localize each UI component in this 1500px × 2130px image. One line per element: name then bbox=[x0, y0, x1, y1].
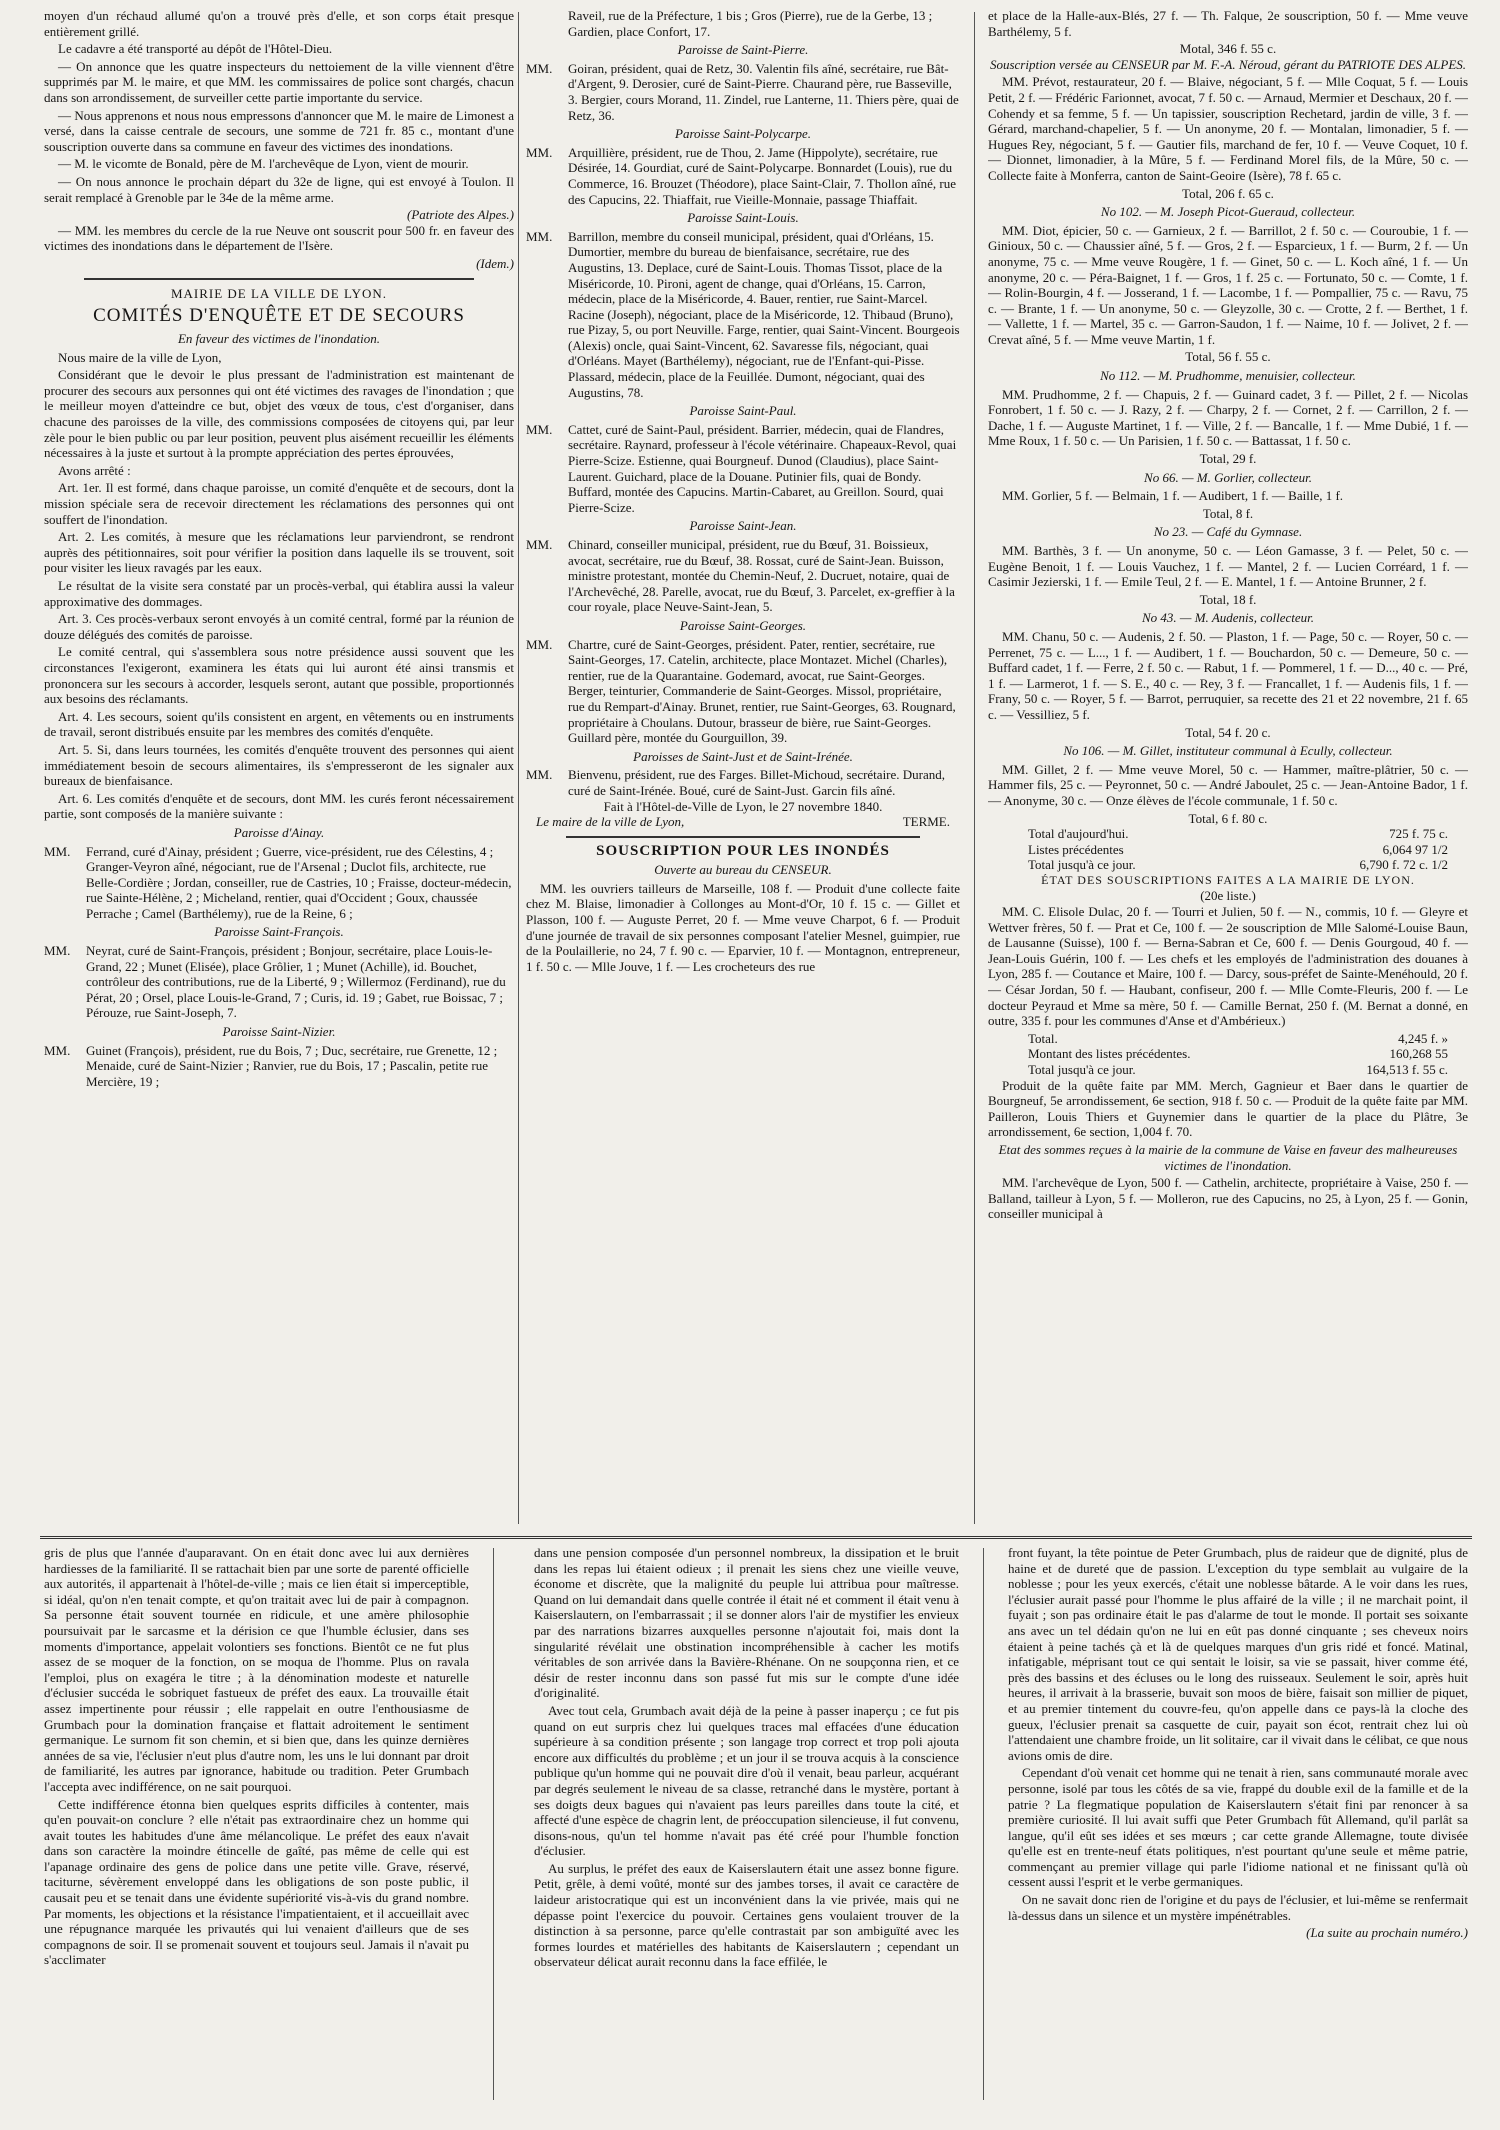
member-names: Chartre, curé de Saint-Georges, président. Pater, rentier, secrétaire, rue Saint-Georges, 17. Catelin, architecte, place Montazet. Michel (Charles), rentier, rue de la Quarantaine. Godemard, avocat, rue Saint-Georges. Berger, teinturier, Commanderie de Saint-Georges. Missol, propriétaire, rue du Rempart-d'Ainay. Brunet, rentier, rue Saint-Georges, 63. Rougnard, propriétaire à Choulans. Dutour, brasseur de bière, rue Saint-Georges. Guillard père, montée du Gourguillon, 39. bbox=[568, 636, 956, 746]
subscription-heading: Souscription versée au CENSEUR par M. F.-A. Néroud, gérant du PATRIOTE DES ALPES. bbox=[989, 56, 1467, 72]
paragraph: MM. Prudhomme, 2 f. — Chapuis, 2 f. — Guinard cadet, 3 f. — Pillet, 2 f. — Nicolas Fonrobert, 1 f. 50 c. — J. Razy, 2 f. — Charpy, 2 f. — Cornet, 2 f. — Carrillon, 2 f. — Dache, 1 f. — Auguste Martinet, 1 f. — Ville, 2 f. — Bancalle, 1 f. — Mme Dubié, 1 f. — Mme Roux, 1 f. 50 c. — Un Parisien, 1 f. 50 c. — Battassat, 1 f. 50 c. bbox=[988, 386, 1468, 449]
mm-label: MM. bbox=[526, 636, 553, 652]
decree-date: Fait à l'Hôtel-de-Ville de Lyon, le 27 novembre 1840. bbox=[603, 798, 883, 814]
subscription-subtitle: Ouverte au bureau du CENSEUR. bbox=[654, 862, 832, 878]
total-label: Montant des listes précédentes. bbox=[1028, 1046, 1191, 1062]
total-row bbox=[988, 1062, 1468, 1078]
collector-heading: No 66. — M. Gorlier, collecteur. bbox=[1144, 469, 1312, 485]
member-names: Ferrand, curé d'Ainay, président ; Guerre, vice-président, rue des Célestins, 4 ; Granger-Veyron aîné, négociant, rue de l'Arsenal ; Duclot fils, architecte, rue Belle-Cordière ; Jordan, conseiller, rue de Castries, 10 ; Fraisse, docteur-médecin, rue Sainte-Hélène, 2 ; Micheland, rentier, quai d'Occident ; Goux, chaussée Perrache ; Camel (Barthélemy), rue de la Reine, 6 ; bbox=[86, 843, 512, 921]
list-number: (20e liste.) bbox=[1200, 888, 1256, 904]
paragraph: Avec tout cela, Grumbach avait déjà de la peine à passer inaperçu ; ce fut pis quand on eut surpris chez lui quelques traces mal effacées d'une éducation supérieure à sa condition présente ; son langage trop correct et trop poli ajouta encore aux difficultés du problème ; et un jour il se trouva acquis à la conscience publique qu'un homme qui ne pouvait dire d'où il venait, beau parleur, acquérant par degrés seulement le niveau de sa classe, retranché dans le mystère, portant à ses doigts deux bagues qui n'avaient pas leurs pareilles dans toute la cité, et affecté d'une espèce de chagrin lent, de préoccupation silencieuse, il fut convenu, disons-nous, qu'un tel homme n'avait pas été créé pour l'humble fonction d'éclusier. bbox=[534, 1702, 959, 1859]
paragraph: dans une pension composée d'un personnel nombreux, la dissipation et le bruit dans les repas lui étaient odieux ; il prenait les siens chez une vieille veuve, économe et discrète, que la malignité du peuple lui attribua pour maîtresse. Quand on lui demandait dans quelle contrée il était né et comment il était venu à Kaiserslautern, on l'embarrassait ; il se donner alors l'air de mystifier les envieux par des narrations bizarres auxquelles personne n'ajoutait foi, mais dont la singularité révélait une obstination incompréhensible à cacher les motifs véritables de son arrivée dans la Bavière-Rhénane. On ne soupçonna rien, et ce désir de rester inconnu dans son passé fut mis sur le compte d'une idée d'originalité. bbox=[534, 1545, 959, 1701]
total-value: 725 f. 75 c. bbox=[1389, 826, 1448, 842]
paragraph: MM. Diot, épicier, 50 c. — Garnieux, 2 f. — Barrillot, 2 f. 50 c. — Couroubie, 1 f. — Ginioux, 50 c. — Chaussier aîné, 5 f. — Gros, 2 f. — Esparcieux, 1 f. — Burm, 2 f. — Un anonyme, 75 c. — Mme veuve Rougère, 1 f. — Ginet, 50 c. — L. Koch aîné, 1 f. — Un anonyme, 20 c. — Péra-Baignet, 1 f. — Gros, 1 f. 25 c. — Fortunato, 50 c. — Comte, 1 f. — Rolin-Bourgin, 4 f. — Josserand, 1 f. — Lacombe, 1 f. — Pompallier, 75 c. — Ravu, 75 c. — Brante, 1 f. — Un anonyme, 50 c. — Gleyzolle, 30 c. — Crotte, 2 f. — Berthet, 1 f. — Vallette, 1 f. — Martel, 35 c. — Garron-Saudon, 1 f. — Naime, 10 f. — Jolivet, 2 f. — Crevat aîné, 5 f. — Mme veuve Martin, 1 f. bbox=[988, 222, 1468, 347]
column-3 bbox=[988, 8, 1468, 1530]
paragraph: — On annonce que les quatre inspecteurs du nettoiement de la ville viennent d'être supprimés par M. le maire, et que MM. les commissaires de police sont chargés, chacun dans son arrondissement, de surveiller cette partie importante du service. bbox=[44, 58, 514, 105]
total-line: Total, 206 f. 65 c. bbox=[1182, 185, 1274, 201]
mm-label: MM. bbox=[526, 60, 553, 76]
source-credit: (Patriote des Alpes.) bbox=[407, 207, 514, 223]
total-line: Motal, 346 f. 55 c. bbox=[1179, 41, 1277, 57]
separator bbox=[566, 836, 920, 838]
paragraph: MM. C. Elisole Dulac, 20 f. — Tourri et Julien, 50 f. — N., commis, 10 f. — Gleyre et Wettver frères, 50 f. — Prat et Ce, 100 f. — 2e souscription de Mlle Salomé-Louise Baun, de Lausanne (Suisse), 100 f. — Berna-Sabran et Ce, 600 f. — Denis Gourgoud, 40 f. — Jean-Louis Guérin, 100 f. — Les chefs et les employés de l'administration des douanes à Lyon, 285 f. — Coutance et Maire, 100 f. — Darcy, sous-préfet de Sainte-Menéhould, 20 f. — César Jordan, 50 f. — Haubant, confiseur, 200 f. — Mlle Comte-Fleuris, 200 f. — Le docteur Peyraud et Mme sa mère, 50 f. — Camille Bernat, 250 f. (M. Bernat a donné, en outre, 335 f. pour les communes d'Anse et d'Ambérieux.) bbox=[988, 904, 1468, 1029]
collector-heading: No 102. — M. Joseph Picot-Gueraud, collecteur. bbox=[1100, 204, 1356, 220]
subscription-heading: Etat des sommes reçues à la mairie de la commune de Vaise en faveur des malheureuses victimes de l'inondation. bbox=[998, 1141, 1458, 1173]
paragraph: gris de plus que l'année d'auparavant. On en était donc avec lui aux dernières hardiesses de la familiarité. Il se rattachait bien par une sorte de parenté officielle aux autorités, il appartenait à l'hôtel-de-ville ; mais ce lien était si imperceptible, si idéal, qu'on n'en tenait compte, et qu'on traitait avec lui de pair à compagnon. Sa personne était souvent tournée en ridicule, et une amère philosophie poursuivait par le sarcasme et la dérision ce que l'humble éclusier, dans ses moments d'importance, appelait volontiers ses fonctions. Bientôt ce ne fut plus assez de se moquer de la fonction, on se moqua de l'homme. Plus on ravala l'emploi, plus on exagéra le titre ; à la dénomination modeste et naturelle d'éclusier succéda le sobriquet fastueux de préfet des eaux. La trouvaille était assez impertinente pour réussir ; elle rappelait en outre l'enthousiasme de Grumbach pour la domination française et flattait adroitement le sentiment germanique. Le surnom fit son chemin, et si bien que, dans les quinze dernières années de sa vie, l'éclusier n'eut plus d'autre nom, les uns le lui donnant par droit de familiarité, les autres par ignorance, habitude ou tradition. Peter Grumbach l'accepta avec indifférence, on ne sait pourquoi. bbox=[44, 1545, 469, 1794]
article-6: Art. 6. Les comités d'enquête et de secours, dont MM. les curés feront nécessairement partie, sont composés de la manière suivante : bbox=[44, 790, 514, 822]
mm-label: MM. bbox=[526, 228, 553, 244]
total-row bbox=[988, 842, 1468, 858]
article-1: Art. 1er. Il est formé, dans chaque paroisse, un comité d'enquête et de secours, dont la mission spéciale sera de recevoir directement les réclamations des personnes qui ont souffert de l'inondation. bbox=[44, 480, 514, 527]
mayor-label: Le maire de la ville de Lyon, bbox=[536, 814, 685, 830]
mm-label: MM. bbox=[44, 943, 71, 959]
mm-label: MM. bbox=[526, 421, 553, 437]
collector-heading: No 43. — M. Audenis, collecteur. bbox=[1142, 610, 1314, 626]
member-list bbox=[526, 422, 960, 516]
member-names: Bienvenu, président, rue des Farges. Billet-Michoud, secrétaire. Durand, curé de Saint-Irénée. Boué, curé de Saint-Just. Garcin fils aîné. bbox=[568, 767, 946, 798]
total-label: Total jusqu'à ce jour. bbox=[1028, 1062, 1136, 1077]
parish-heading: Paroisses de Saint-Just et de Saint-Irénée. bbox=[633, 748, 853, 764]
mm-label: MM. bbox=[526, 537, 553, 552]
paragraph: — MM. les membres du cercle de la rue Neuve ont souscrit pour 500 fr. en faveur des victimes des inondations dans le département de l'Isère. bbox=[44, 222, 514, 254]
member-list bbox=[526, 537, 960, 615]
paragraph: MM. Barthès, 3 f. — Un anonyme, 50 c. — Léon Gamasse, 3 f. — Pelet, 50 c. — Eugène Benoit, 1 f. — Louis Vauchez, 1 f. — Mantel, 2 f. — Lucien Corréard, 1 f. — Casimir Jezierski, 1 f. — Emile Teul, 2 f. — E. Mantel, 1 f. — Antoine Brunner, 2 f. bbox=[988, 543, 1468, 590]
total-value: 164,513 f. 55 c. bbox=[1366, 1062, 1448, 1077]
paragraph: moyen d'un réchaud allumé qu'on a trouvé près d'elle, et son corps était presque entièrement grillé. bbox=[44, 8, 514, 39]
parish-heading: Paroisse Saint-Jean. bbox=[689, 518, 797, 534]
member-names: Raveil, rue de la Préfecture, 1 bis ; Gros (Pierre), rue de la Gerbe, 13 ; Gardien, place Confort, 17. bbox=[568, 8, 933, 39]
column-rule bbox=[518, 12, 519, 1524]
member-list bbox=[44, 1043, 514, 1090]
member-names: Cattet, curé de Saint-Paul, président. Barrier, médecin, quai de Flandres, secrétaire. Raynard, professeur à l'école vétérinaire. Chapeaux-Revol, quai Pierre-Scize. Estienne, quai Bourgneuf. Dunod (Claudius), place Saint-Laurent. Guichard, place de la Douane. Putinier fils, quai de Bondy. Buffard, montée des Capucins. Martin-Cabaret, au Greillon. Sourd, quai Pierre-Scize. bbox=[568, 421, 957, 515]
paragraph: Nous maire de la ville de Lyon, bbox=[58, 349, 222, 365]
parish-heading: Paroisse Saint-Louis. bbox=[687, 210, 799, 226]
paragraph: MM. Prévot, restaurateur, 20 f. — Blaive, négociant, 5 f. — Mlle Coquat, 5 f. — Louis Petit, 2 f. — Frédéric Farionnet, avocat, 7 f. 50 c. — Arnaud, Mermier et Deschaux, 20 f. — Cohendy et sa femme, 5 f. — Un tapissier, souscription Rechetard, jardin de ville, 3 f. — Gérard, marchand-chapelier, 5 f. — Un anonyme, 20 f. — Montalan, limonadier, 5 f. — Hugues Rey, négociant, 5 f. — Gautier fils, marchand de fer, 10 f. — Veuve Coquet, 10 f. — Dionnet, limonadier, à la Mûre, 5 f. — Ferdinand Morel fils, de la Mûre, 50 c. — Collecte faite à Monferra, canton de Saint-Geoire (Isère), 78 f. 65 c. bbox=[988, 74, 1468, 183]
paragraph: — Nous apprenons et nous nous empressons d'annoncer que M. le maire de Limonest a versé, dans la caisse centrale de secours, une somme de 721 fr. 85 c., montant d'une souscription ouverte dans sa commune en faveur des victimes des inondations. bbox=[44, 107, 514, 154]
feuilleton-column-2 bbox=[534, 1545, 959, 2105]
article-5: Art. 5. Si, dans leurs tournées, les comités d'enquête trouvent des personnes qui aient immédiatement besoin de secours alimentaires, ils s'empresseront de les signaler aux bureaux de bienfaisance. bbox=[44, 741, 514, 789]
subscription-title: SOUSCRIPTION POUR LES INONDÉS bbox=[596, 842, 890, 859]
column-1 bbox=[44, 8, 514, 1530]
total-row bbox=[988, 1031, 1468, 1047]
total-value: 160,268 55 bbox=[1389, 1046, 1448, 1062]
member-list bbox=[526, 229, 960, 401]
paragraph: MM. l'archevêque de Lyon, 500 f. — Cathelin, architecte, propriétaire à Vaise, 250 f. — Balland, tailleur à Lyon, 5 f. — Molleron, rue des Capucins, no 25, à Lyon, 25 f. — Gonin, conseiller municipal à bbox=[988, 1175, 1468, 1222]
feuilleton-rule bbox=[40, 1536, 1472, 1539]
member-list bbox=[44, 844, 514, 922]
paragraph: Le comité central, qui s'assemblera sous notre présidence aussi souvent que les circonstances l'exigeront, examinera les états qui lui auront été ainsi transmis et prononcera sur les secours à accorder, lesquels seront, autant que possible, proportionnés aux besoins des réclamants. bbox=[44, 644, 514, 707]
member-list bbox=[44, 943, 514, 1021]
mm-label: MM. bbox=[44, 843, 71, 859]
column-rule bbox=[974, 12, 975, 1524]
article-3: Art. 3. Ces procès-verbaux seront envoyés à un comité central, formé par la réunion de douze délégués des comités de paroisse. bbox=[44, 611, 514, 642]
total-line: Total, 29 f. bbox=[1199, 451, 1257, 467]
mayor-name: TERME. bbox=[902, 814, 950, 830]
total-value: 4,245 f. » bbox=[1398, 1030, 1448, 1046]
mm-label: MM. bbox=[526, 144, 553, 160]
feuilleton-column-3 bbox=[1008, 1545, 1468, 2105]
member-list bbox=[526, 61, 960, 123]
section-subtitle: En faveur des victimes de l'inondation. bbox=[177, 331, 381, 347]
section-header: MAIRIE DE LA VILLE DE LYON. bbox=[170, 285, 388, 301]
paragraph: MM. Gorlier, 5 f. — Belmain, 1 f. — Audibert, 1 f. — Baille, 1 f. bbox=[1002, 488, 1344, 504]
collector-heading: No 112. — M. Prudhomme, menuisier, collecteur. bbox=[1100, 368, 1356, 384]
paragraph: On ne savait donc rien de l'origine et du pays de l'éclusier, et lui-même se renfermait là-dessus dans un silence et un mystère impénétrables. bbox=[1008, 1892, 1468, 1923]
continued-note: (La suite au prochain numéro.) bbox=[1306, 1925, 1468, 1941]
paragraph: MM. Chanu, 50 c. — Audenis, 2 f. 50. — Plaston, 1 f. — Page, 50 c. — Royer, 50 c. — Perrenet, 75 c. — L..., 1 f. — Audibert, 1 f. — Bouchardon, 50 c. — Demeure, 50 c. — Buffard cadet, 1 f. — Ferre, 2 f. 50 c. — Rabut, 1 f. — Pommerel, 1 f. — D..., 40 c. — Pré, 1 f. — Larmerot, 1 f. — S. E., 40 c. — Rey, 3 f. — Francallet, 1 f. — Audenis fils, 1 f. — Frany, 50 c. — Royer, 5 f. — Barrot, perruquier, sa recette des 21 et 22 novembre, 21 f. 65 c. — Vessilliez, 5 f. bbox=[988, 628, 1468, 722]
parish-heading: Paroisse Saint-Nizier. bbox=[222, 1024, 336, 1040]
total-line: Total, 6 f. 80 c. bbox=[1188, 810, 1268, 826]
mm-label: MM. bbox=[526, 767, 553, 783]
total-label: Total d'aujourd'hui. bbox=[1028, 826, 1129, 842]
separator bbox=[84, 278, 474, 280]
total-line: Total, 54 f. 20 c. bbox=[1185, 724, 1271, 740]
parish-heading: Paroisse Saint-Polycarpe. bbox=[675, 126, 811, 142]
collector-heading: No 106. — M. Gillet, instituteur communal à Ecully, collecteur. bbox=[1063, 743, 1393, 759]
paragraph: — M. le vicomte de Bonald, père de M. l'archevêque de Lyon, vient de mourir. bbox=[58, 156, 469, 172]
parish-heading: Paroisse Saint-Georges. bbox=[679, 617, 807, 633]
paragraph: Produit de la quête faite par MM. Merch, Gagnieur et Baer dans le quartier de Bourgneuf, 5e arrondissement, 6e section, 918 f. 50 c. — Produit de la quête faite par MM. Pailleron, Louis Thiers et Guynemier dans le quartier de la place du Plâtre, 3e arrondissement, 6e section, 1,004 f. 70. bbox=[988, 1077, 1468, 1140]
parish-heading: Paroisse de Saint-Pierre. bbox=[677, 42, 809, 58]
section-title: COMITÉS D'ENQUÊTE ET DE SECOURS bbox=[93, 305, 465, 327]
paragraph: Cette indifférence étonna bien quelques esprits difficiles à contenter, mais qu'en pouvait-on conclure ? elle n'était pas extraordinaire chez un homme qui avait toutes les habitudes d'une âme mélancolique. Le préfet des eaux n'avait dans son caractère la moindre étincelle de gaîté, pas même de celle qui est l'apanage ordinaire des gens de police dans une petite ville. Grave, réservé, taciturne, sévèrement enveloppé dans les obligations de son poste public, il causait peu et se tenait dans une évidente supériorité vis-à-vis du grand nombre. Par moments, les objections et la résistance l'impatientaient, et il accueillait avec une répugnance marquée les privautés qui lui venaient d'ailleurs que de ses compagnons de soir. Il se promenait souvent et toujours seul. Jamais il n'avait pu s'acclimater bbox=[44, 1796, 469, 1968]
feuilleton-column-1 bbox=[44, 1545, 469, 2105]
paragraph: et place de la Halle-aux-Blés, 27 f. — Th. Falque, 2e souscription, 50 f. — Mme veuve Barthélemy, 5 f. bbox=[988, 8, 1468, 39]
parish-heading: Paroisse Saint-Paul. bbox=[689, 403, 797, 419]
total-row bbox=[988, 857, 1468, 873]
total-label: Total. bbox=[1028, 1030, 1058, 1046]
total-line: Total, 56 f. 55 c. bbox=[1185, 349, 1271, 365]
member-names: Barrillon, membre du conseil municipal, président, quai d'Orléans, 15. Dumortier, membre du bureau de bienfaisance, secrétaire, rue des Augustins, 13. Deplace, curé de Saint-Louis. Thomas Tissot, place de la Miséricorde, 10. Pironi, agent de change, quai d'Orléans, 15. Carron, médecin, place de la Miséricorde, 4. Bauer, rentier, rue Saint-Marcel. Racine (Joseph), négociant, place de la Miséricorde, 12. Thibaud (Bruno), rue Pizay, 5, ou port Neuville. Farge, rentier, quai Saint-Vincent. Bourgeois (Alexis) oncle, quai Saint-Vincent, 62. Savaresse fils, négociant, quai d'Orléans. Mayet (Barthélemy), négociant, rue de l'Enfant-qui-Pisse. Plassard, médecin, place de la Feuillée. Dumont, négociant, quai des Augustins, 78. bbox=[568, 228, 960, 400]
paragraph: front fuyant, la tête pointue de Peter Grumbach, plus de raideur que de dignité, plus de haine et de dureté que de passion. L'exception du type semblait au vulgaire de la noblesse ; pour les yeux exercés, c'était une noblesse bâtarde. A le voir dans les rues, l'éclusier aurait passé pour l'homme le plus affairé de la ville ; il ne marchait point, il fuyait ; son pas ordinaire était le pas d'alarme de tout le monde. Il portait ses soixante ans avec un tel dédain qu'on ne lui en eût pas donné cinquante ; ses cheveux noirs étaient à peine tachés çà et là de quelques marques d'un gris ridé et foncé. Matinal, infatigable, méprisant tout ce qui sentait le loisir, sa vie se passait, hiver comme été, près des bassins et des écluses ou le long des ruisseaux. Seulement le soir, après huit heures, il arrivait à la brasserie, buvait son moos de bière, faisait son millier de piquet, et au premier tintement du couvre-feu, qu'on appelle dans ce pays-là la cloche des gueux, l'éclusier prenait sa casquette de cuir, payait son écot, rentrait chez lui où l'attendaient une chambre froide, un lit solitaire, car il vivait dans le célibat, ce que nous avions omis de dire. bbox=[1008, 1545, 1468, 1763]
member-names: Chinard, conseiller municipal, président, rue du Bœuf, 31. Boissieux, avocat, secrétaire, rue du Bœuf, 38. Rossat, curé de Saint-Jean. Buisson, ministre protestant, montée du Chemin-Neuf, 2. Ducruet, notaire, quai de l'Archevêché, 28. Parelle, avocat, rue du Bœuf, 3. Parcelet, ex-greffier à la cour royale, place Neuve-Saint-Jean, 5. bbox=[568, 537, 955, 615]
member-list bbox=[526, 8, 960, 39]
member-names: Neyrat, curé de Saint-François, président ; Bonjour, secrétaire, place Louis-le-Grand, 22 ; Munet (Elisée), place Grôlier, 1 ; Munet (Achille), id. Bouchet, contrôleur des contributions, rue de la Liberté, 9 ; Willermoz (Ferdinand), rue du Pérat, 20 ; Orsel, place Louis-le-Grand, 7 ; Curis, id. 19 ; Gabet, rue Boissac, 7 ; Pérouze, rue Saint-Joseph, 7. bbox=[86, 943, 506, 1021]
total-line: Total, 18 f. bbox=[1199, 591, 1257, 607]
parish-heading: Paroisse Saint-François. bbox=[214, 924, 344, 940]
article-4: Art. 4. Les secours, soient qu'ils consistent en argent, en vêtements ou en instruments de travail, seront distribués ensuite par les membres des comités d'enquête. bbox=[44, 708, 514, 740]
column-2 bbox=[526, 8, 960, 1530]
article-2: Art. 2. Les comités, à mesure que les réclamations leur parviendront, se rendront auprès des pétitionnaires, soit pour vérifier la position dans laquelle ils se trouvent, soit pour visiter les lieux ravagés par les eaux. bbox=[44, 529, 514, 576]
total-row bbox=[988, 1046, 1468, 1062]
member-names: Arquillière, président, rue de Thou, 2. Jame (Hippolyte), secrétaire, rue Désirée, 14. Gourdiat, curé de Saint-Polycarpe. Bonnardet (Louis), rue du Commerce, 16. Brouzet (Théodore), place Saint-Clair, 7. Thollon aîné, rue des Capucins, 22. Thiaffait, rue Vieille-Monnaie, passage Thiaffait. bbox=[568, 144, 957, 207]
paragraph: Considérant que le devoir le plus pressant de l'administration est maintenant de procurer des secours aux personnes qui ont été victimes des ravages de l'inondation ; que le meilleur moyen d'atteindre ce but, objet des vœux de tous, c'est d'organiser, dans chacune des paroisses de la ville, des commissions composées de citoyens qui, par leur zèle pour le bien public ou par leur position, peuvent plus aisément recueillir les éléments nécessaires à la juste et surtout à la prompte appréciation des pertes éprouvées, bbox=[44, 367, 514, 461]
total-label: Total jusqu'à ce jour. bbox=[1028, 857, 1136, 873]
paragraph: MM. les ouvriers tailleurs de Marseille, 108 f. — Produit d'une collecte faite chez M. Blaise, limonadier à Collonges au Mont-d'Or, 10 f. 15 c. — Gillet et Plasson, 100 f. — Auguste Perret, 20 f. — Mme veuve Charpot, 6 f. — Produit d'une journée de travail de six personnes composant l'atelier Mesnel, guimpier, rue de la Poulaillerie, no 24, 7 f. 90 c. — Eparvier, 10 f. — Montagnon, entrepreneur, 1 f. 50 c. — Mlle Jouve, 1 f. — Les crocheteurs des rue bbox=[526, 880, 960, 974]
total-value: 6,064 97 1/2 bbox=[1382, 841, 1448, 857]
paragraph: Avons arrêté : bbox=[58, 462, 131, 478]
paragraph: MM. Gillet, 2 f. — Mme veuve Morel, 50 c. — Hammer, maître-plâtrier, 50 c. — Hammer fils, 25 c. — Peyronnet, 50 c. — André Jaboulet, 25 c. — Jean-Antoine Bador, 1 f. — Anonyme, 30 c. — Onze élèves de l'école communale, 1 f. 50 c. bbox=[988, 761, 1468, 808]
member-list bbox=[526, 145, 960, 207]
signature-line bbox=[526, 814, 960, 830]
column-rule bbox=[983, 1548, 984, 2100]
paragraph: Le cadavre a été transporté au dépôt de l'Hôtel-Dieu. bbox=[58, 41, 333, 57]
parish-heading: Paroisse d'Ainay. bbox=[233, 824, 325, 840]
paragraph: Le résultat de la visite sera constaté par un procès-verbal, qui établira aussi la valeur approximative des dommages. bbox=[44, 578, 514, 609]
paragraph: Au surplus, le préfet des eaux de Kaiserslautern était une assez bonne figure. Petit, grêle, à demi voûté, monté sur des jambes torses, il avait ce caractère de laideur aristocratique qui est un inconvénient dans la vie privée, mais qui ne dépasse point l'exercice du pouvoir. Certaines gens voulaient trouver de la distinction à sa personne, parce qu'elle contrastait par son ambiguïté avec les formes lourdes et matérielles des habitants de Kaiserslautern ; cependant un observateur délicat aurait reconnu dans la face effilée, le bbox=[534, 1860, 959, 1970]
total-row bbox=[988, 826, 1468, 842]
member-list bbox=[526, 637, 960, 746]
paragraph: — On nous annonce le prochain départ du 32e de ligne, qui est envoyé à Toulon. Il serait remplacé à Grenoble par le 34e de la même arme. bbox=[44, 173, 514, 205]
column-rule bbox=[493, 1548, 494, 2100]
member-names: Guinet (François), président, rue du Bois, 7 ; Duc, secrétaire, rue Grenette, 12 ; Menaide, curé de Saint-Nizier ; Ranvier, rue du Bois, 17 ; Pascalin, petite rue Mercière, 19 ; bbox=[86, 1042, 498, 1089]
total-line: Total, 8 f. bbox=[1202, 505, 1254, 521]
member-list bbox=[526, 767, 960, 798]
collector-heading: No 23. — Café du Gymnase. bbox=[1153, 524, 1303, 540]
total-label: Listes précédentes bbox=[1028, 841, 1124, 857]
section-header: ÉTAT DES SOUSCRIPTIONS FAITES A LA MAIRIE DE LYON. bbox=[1041, 872, 1415, 887]
member-names: Goiran, président, quai de Retz, 30. Valentin fils aîné, secrétaire, rue Bât-d'Argent, 9. Derosier, curé de Saint-Pierre. Chaurand père, rue Basseville, 3. Bergier, cours Morand, 11. Zindel, rue Lanterne, 11. Thiers père, quai de Retz, 36. bbox=[568, 60, 959, 123]
source-credit: (Idem.) bbox=[476, 255, 514, 271]
mm-label: MM. bbox=[44, 1042, 71, 1058]
paragraph: Cependant d'où venait cet homme qui ne tenait à rien, sans communauté morale avec personne, isolé par tous les côtés de sa vie, frappé du double exil de la famille et de la patrie ? La flegmatique population de Kaiserslautern s'était fini par renoncer à sa première curiosité. Il lui avait suffi que Peter Grumbach fût Allemand, qu'il parlât sa langue, qu'il eût ses idées et ses mœurs ; car cette grande Allemagne, toute divisée qu'elle est en trente-neuf états politiques, n'est pourtant qu'une seule et même patrie, commençant au premier village qui parle l'idiome national et ne finissant qu'là où cessent aussi l'esprit et le verbe germaniques. bbox=[1008, 1765, 1468, 1890]
total-value: 6,790 f. 72 c. 1/2 bbox=[1359, 857, 1448, 873]
